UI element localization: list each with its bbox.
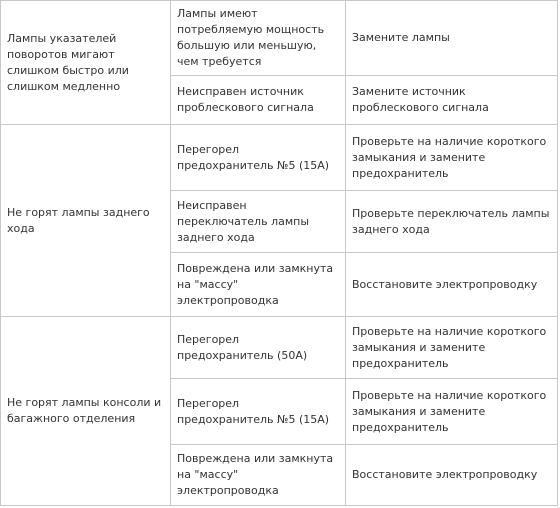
cause-cell: Повреждена или замкнута на "массу" электропроводка xyxy=(171,445,346,506)
remedy-cell: Замените источник проблескового сигнала xyxy=(346,76,558,125)
symptom-cell: Не горят лампы заднего хода xyxy=(1,125,171,317)
remedy-cell: Замените лампы xyxy=(346,1,558,76)
symptom-cell: Лампы указателей поворотов мигают слишком быстро или слишком медленно xyxy=(1,1,171,125)
cause-cell: Перегорел предохранитель №5 (15А) xyxy=(171,379,346,445)
cause-cell: Неисправен переключатель лампы заднего хода xyxy=(171,191,346,253)
cause-cell: Перегорел предохранитель (50А) xyxy=(171,317,346,379)
remedy-cell: Восстановите электропроводку xyxy=(346,445,558,506)
cause-cell: Повреждена или замкнута на "массу" электропроводка xyxy=(171,253,346,317)
table-row xyxy=(1,1,558,76)
remedy-cell: Проверьте переключатель лампы заднего хода xyxy=(346,191,558,253)
table-row xyxy=(1,317,558,379)
remedy-cell: Проверьте на наличие короткого замыкания и замените предохранитель xyxy=(346,379,558,445)
cause-cell: Лампы имеют потребляемую мощность большую или меньшую, чем требуется xyxy=(171,1,346,76)
cause-cell: Перегорел предохранитель №5 (15А) xyxy=(171,125,346,191)
symptom-cell: Не горят лампы консоли и багажного отделения xyxy=(1,317,171,506)
cause-cell: Неисправен источник проблескового сигнала xyxy=(171,76,346,125)
remedy-cell: Восстановите электропроводку xyxy=(346,253,558,317)
table-row xyxy=(1,125,558,191)
remedy-cell: Проверьте на наличие короткого замыкания и замените предохранитель xyxy=(346,317,558,379)
remedy-cell: Проверьте на наличие короткого замыкания и замените предохранитель xyxy=(346,125,558,191)
